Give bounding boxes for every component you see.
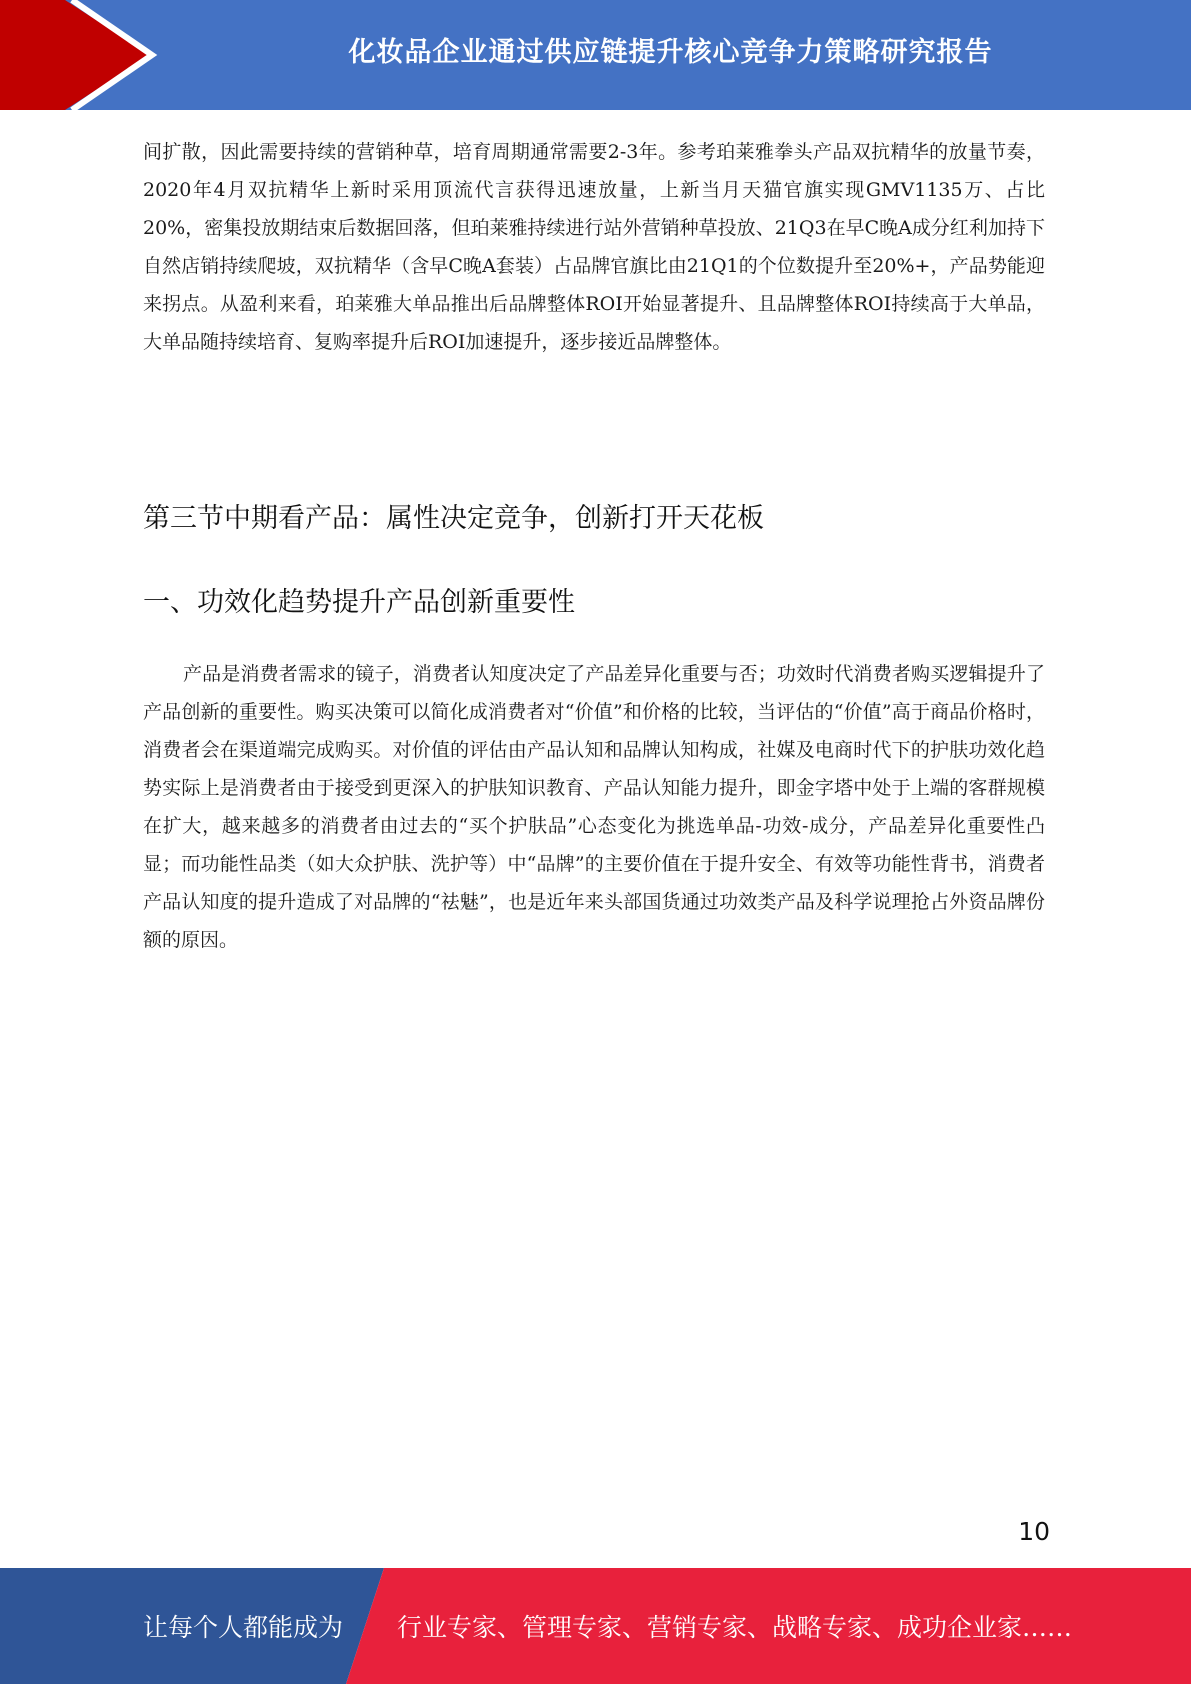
page-number: 10	[1018, 1517, 1050, 1546]
body-paragraph-1: 间扩散，因此需要持续的营销种草，培育周期通常需要2-3年。参考珀莱雅拳头产品双抗精华的放量节奏，2020年4月双抗精华上新时采用顶流代言获得迅速放量，上新当月天猫官旗实现GMV1135万、占比20%，密集投放期结束后数据回落，但珀莱雅持续进行站外营销种草投放、21Q3在早C晚A成分红利加持下自然店销持续爬坡，双抗精华（含早C晚A套装）占品牌官旗比由21Q1的个位数提升至20%+，产品势能迎来拐点。从盈利来看，珀莱雅大单品推出后品牌整体ROI开始显著提升、且品牌整体ROI持续高于大单品，大单品随持续培育、复购率提升后ROI加速提升，逐步接近品牌整体。	[143, 141, 1045, 353]
header-title: 化妆品企业通过供应链提升核心竞争力策略研究报告	[348, 36, 993, 68]
subsection-heading: 一、功效化趋势提升产品创新重要性	[143, 587, 575, 618]
section-heading: 第三节中期看产品：属性决定竞争，创新打开天花板	[143, 503, 764, 534]
footer-slogan-left: 让每个人都能成为	[143, 1613, 344, 1642]
footer-slogan-right: 行业专家、管理专家、营销专家、战略专家、成功企业家……	[397, 1613, 1073, 1642]
page-footer	[0, 1568, 1191, 1684]
header-red-arrow	[0, 0, 150, 110]
body-paragraph-2: 产品是消费者需求的镜子，消费者认知度决定了产品差异化重要与否；功效时代消费者购买逻辑提升了产品创新的重要性。购买决策可以简化成消费者对“价值”和价格的比较，当评估的“价值”高于商品价格时，消费者会在渠道端完成购买。对价值的评估由产品认知和品牌认知构成，社媒及电商时代下的护肤功效化趋势实际上是消费者由于接受到更深入的护肤知识教育、产品认知能力提升，即金字塔中处于上端的客群规模在扩大，越来越多的消费者由过去的“买个护肤品”心态变化为挑选单品-功效-成分，产品差异化重要性凸显；而功能性品类（如大众护肤、洗护等）中“品牌”的主要价值在于提升安全、有效等功能性背书，消费者产品认知度的提升造成了对品牌的“祛魅”，也是近年来头部国货通过功效类产品及科学说理抢占外资品牌份额的原因。	[143, 663, 1045, 951]
page-header	[0, 0, 1191, 110]
